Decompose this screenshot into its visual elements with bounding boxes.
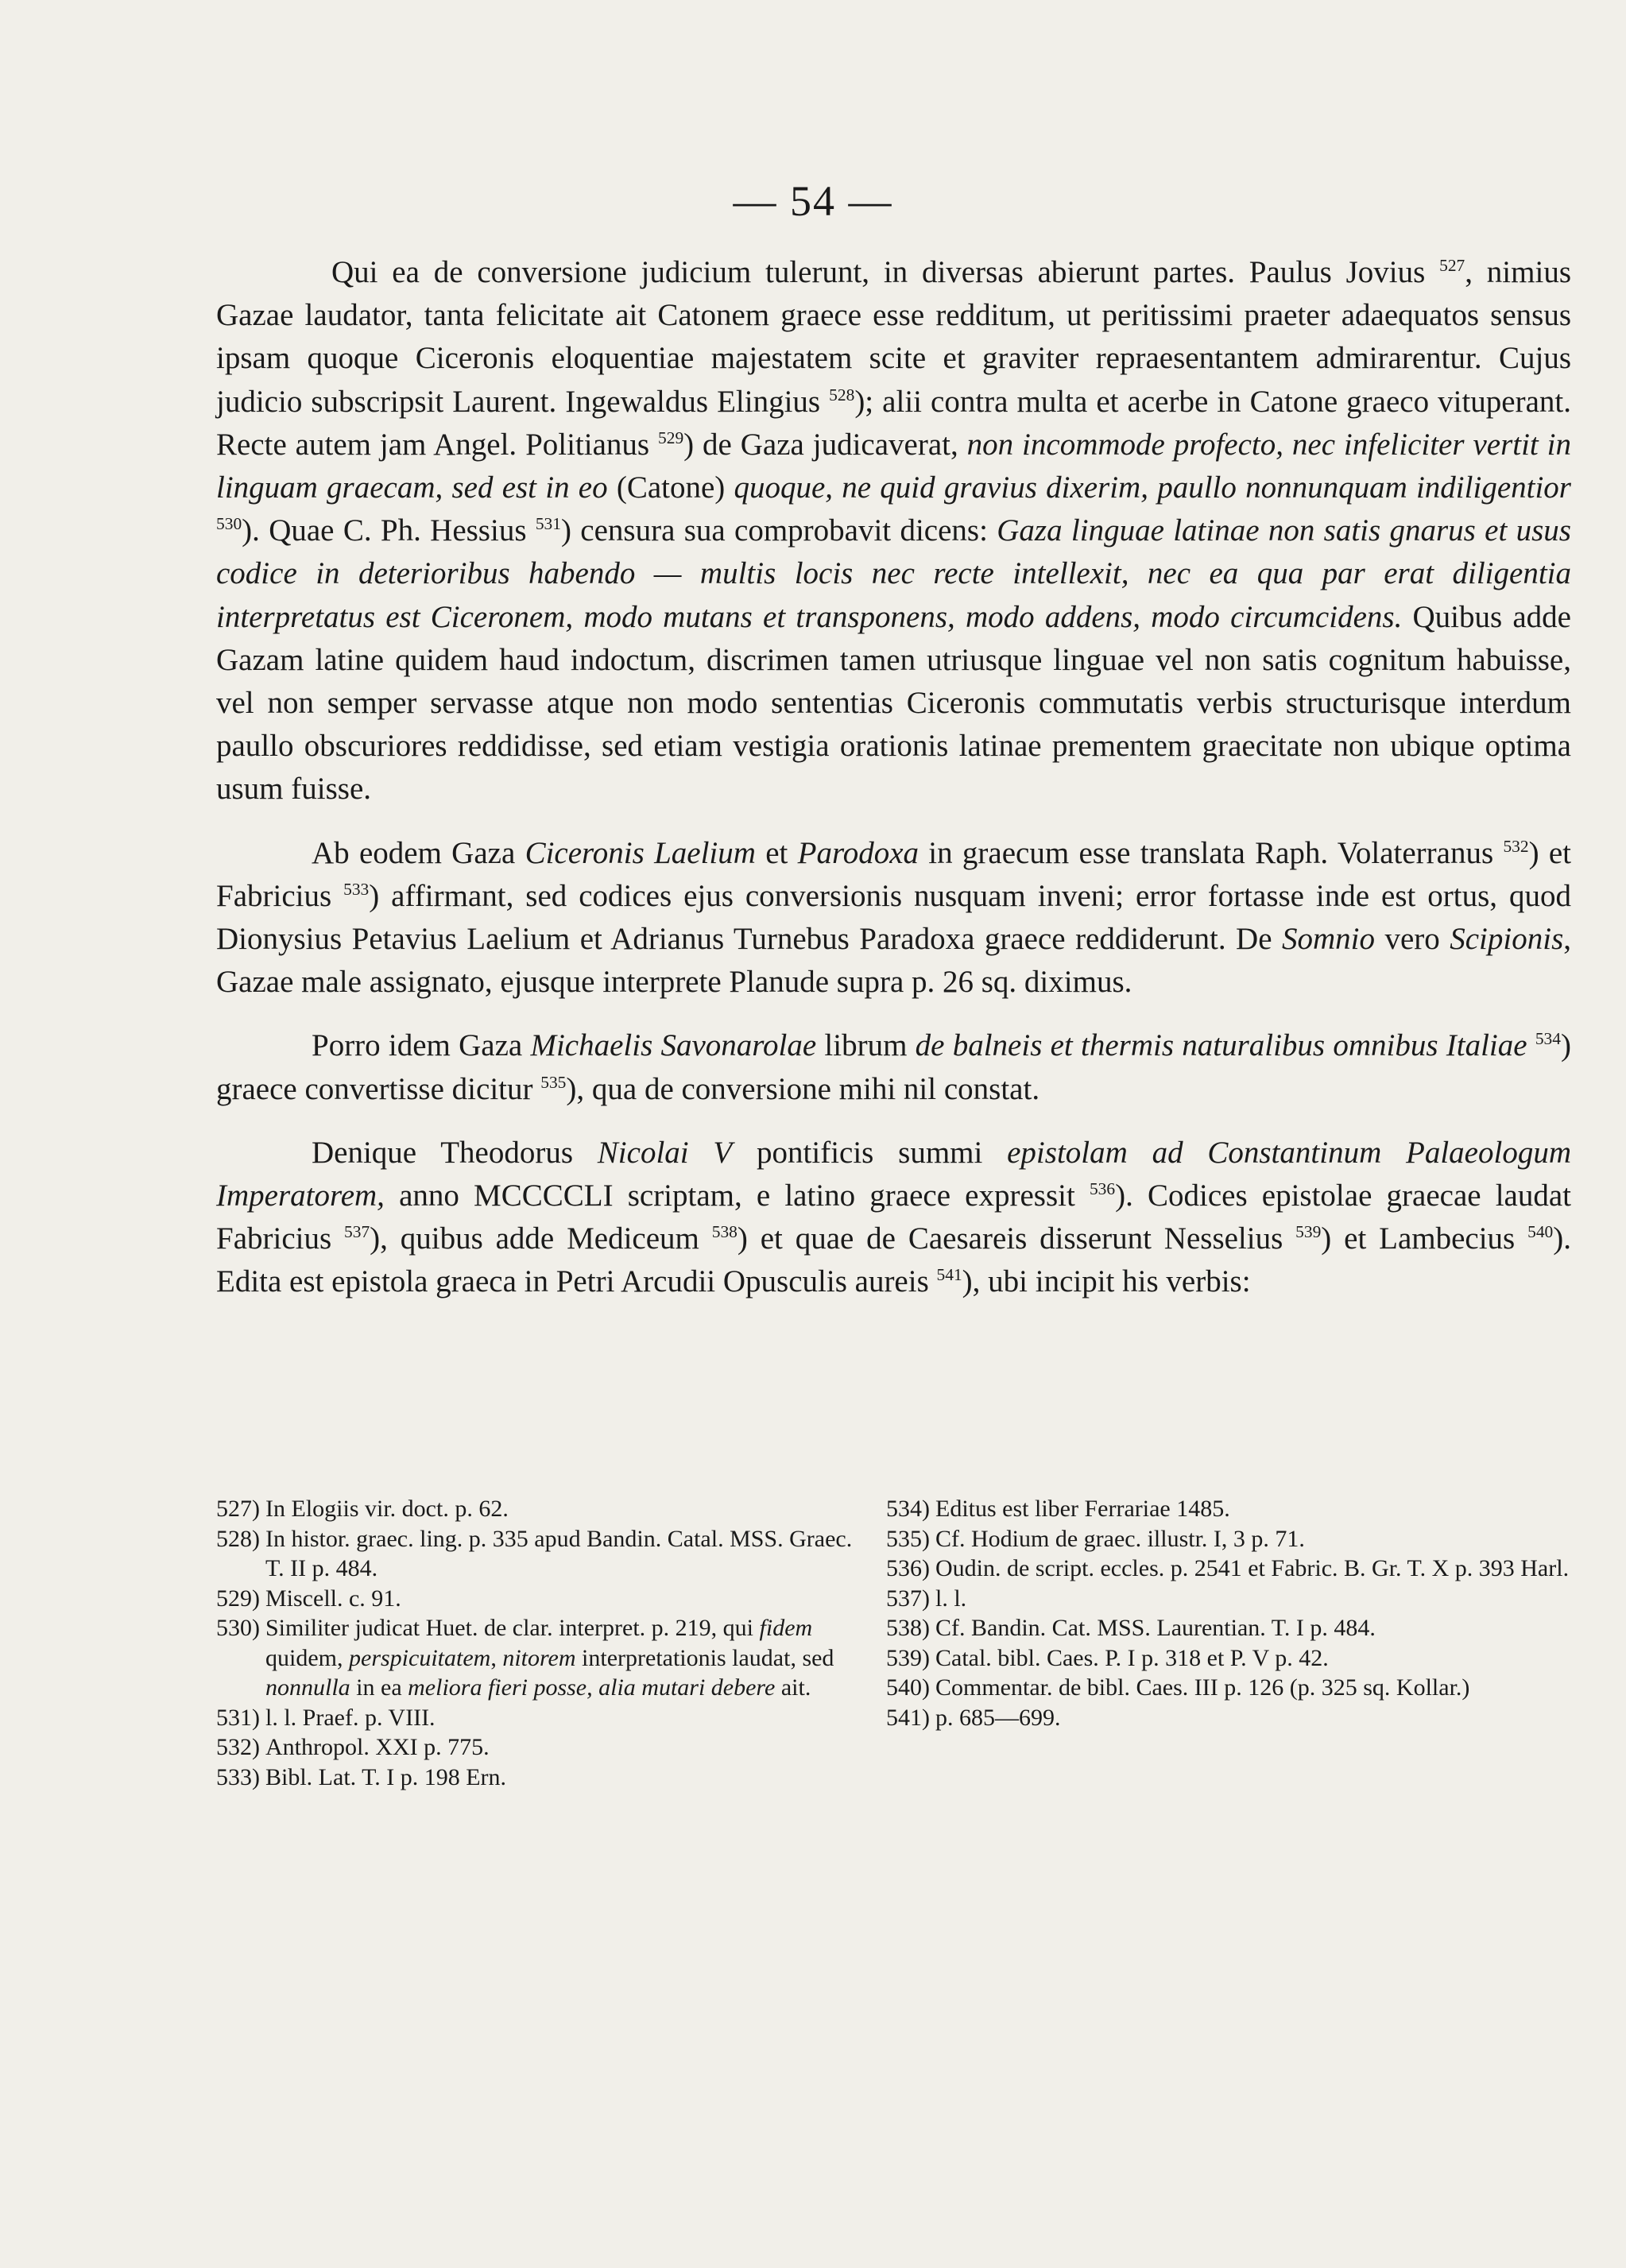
footnote-ref: 541 [936, 1265, 962, 1285]
footnote-number: 537) [886, 1585, 930, 1612]
paragraph: Porro idem Gaza Michaelis Savonarolae librum de balneis et thermis naturalibus omnibus Italiae $^{534}$) graece convertisse dicitur $^{535}$), qua de conversione mihi nil constat. [216, 1028, 1571, 1106]
italic-text: perspicuitatem [349, 1644, 491, 1671]
footnote-text: Anthropol. XXI p. 775. [265, 1734, 490, 1760]
italic-text: Nicolai V [597, 1135, 733, 1170]
italic-text: de balneis et thermis naturalibus omnibus Italiae [915, 1028, 1527, 1063]
italic-text: fidem [759, 1615, 813, 1641]
footnote-number: 530) [216, 1615, 260, 1641]
paragraph: Denique Theodorus Nicolai V pontificis summi epistolam ad Constantinum Palaeologum Imperatorem, anno MCCCCLI scriptam, e latino graece expressit $^{536}$). Codices epistolae graecae laudat Fabricius $^{537}$), quibus adde Mediceum $^{538}$) et quae de Caesareis disserunt Nesselius $^{539}$) et Lambecius $^{540}$). Edita est epistola graeca in Petri Arcudii Opusculis aureis $^{541}$), ubi incipit his verbis: [216, 1135, 1571, 1299]
footnote [886, 1703, 1571, 1733]
footnote-ref: 538 [711, 1222, 738, 1242]
footnote [216, 1732, 872, 1763]
footnote-ref: 529 [658, 428, 684, 447]
footnote-text: Miscell. c. 91. [265, 1585, 401, 1612]
footnote-ref: 532 [1503, 836, 1529, 856]
footnote-ref: 535 [540, 1072, 567, 1092]
footnotes-left-column [216, 1494, 872, 1792]
footnote-text: l. l. Praef. p. VIII. [265, 1704, 436, 1731]
footnote-ref: 536 [1089, 1179, 1116, 1199]
footnote [216, 1613, 872, 1703]
italic-text: Parodoxa [797, 835, 919, 870]
footnote-ref: 530 [216, 514, 242, 534]
italic-text: quoque, ne quid gravius dixerim, paullo nonnunquam indiligentior [734, 470, 1571, 505]
footnote-ref: 527 [1439, 256, 1465, 275]
footnote [216, 1524, 872, 1584]
footnote-number: 540) [886, 1674, 930, 1701]
italic-text: nonnulla [265, 1674, 350, 1701]
paragraph: Qui ea de conversione judicium tulerunt, in diversas abierunt partes. Paulus Jovius $^{527}$, nimius Gazae laudator, tanta felicitate ait Catonem graece esse redditum, ut peritissimi praeter adaequatos sensus ipsam quoque Ciceronis eloquentiae majestatem scite et graviter repraesentantem admirarentur. Cujus judicio subscripsit Laurent. Ingewaldus Elingius $^{528}$); alii contra multa et acerbe in Catone graeco vituperant. Recte autem jam Angel. Politianus $^{529}$) de Gaza judicaverat, non incommode profecto, nec infeliciter vertit in linguam graecam, sed est in eo (Catone) quoque, ne quid gravius dixerim, paullo nonnunquam indiligentior $^{530}$). Quae C. Ph. Hessius $^{531}$) censura sua comprobavit dicens: Gaza linguae latinae non satis gnarus et usus codice in deterioribus habendo — multis locis nec recte intellexit, nec ea qua par erat diligentia interpretatus est Ciceronem, modo mutans et transponens, modo addens, modo circumcidens. Quibus adde Gazam latine quidem haud indoctum, discrimen tamen utriusque linguae vel non satis cognitum habuisse, vel non semper servasse atque non modo sententias Ciceronis commutatis verbis structurisque interdum paullo obscuriores reddidisse, sed etiam vestigia orationis latinae prementem graecitate non ubique optima usum fuisse. [216, 255, 1572, 807]
footnote-ref: 537 [344, 1222, 370, 1242]
footnote-text: Commentar. de bibl. Caes. III p. 126 (p. 325 sq. Kollar.) [935, 1674, 1470, 1701]
italic-text: Michaelis Savonarolae [530, 1028, 817, 1063]
footnote [886, 1613, 1571, 1643]
footnote-text: Catal. bibl. Caes. P. I p. 318 et P. V p. 42. [935, 1644, 1329, 1671]
italic-text: epistolam ad Constantinum Palaeologum Imperatorem, [216, 1135, 1571, 1213]
footnote-ref: 534 [1535, 1029, 1561, 1049]
footnote-text: p. 685—699. [935, 1704, 1061, 1731]
italic-text: non incommode profecto, nec infeliciter vertit in linguam graecam, sed est in eo [216, 427, 1571, 505]
footnote-text: Oudin. de script. eccles. p. 2541 et Fabric. B. Gr. T. X p. 393 Harl. [935, 1555, 1570, 1581]
footnote [886, 1643, 1571, 1674]
footnote-ref: 533 [343, 879, 370, 899]
footnote [216, 1584, 872, 1614]
footnote-number: 527) [216, 1496, 260, 1522]
italic-text: Somnio [1282, 922, 1375, 957]
footnote [886, 1524, 1571, 1554]
footnote [216, 1763, 872, 1793]
footnote [216, 1494, 872, 1524]
footnote [886, 1494, 1571, 1524]
footnote-number: 539) [886, 1644, 930, 1671]
footnote-text: Cf. Bandin. Cat. MSS. Laurentian. T. I p. 484. [935, 1615, 1376, 1641]
footnote-number: 535) [886, 1525, 930, 1552]
footnote-text: Similiter judicat Huet. de clar. interpret. p. 219, qui fidem quidem, perspicuitatem, nitorem interpretationis laudat, sed nonnulla in ea meliora fieri posse, alia mutari debere ait. [265, 1615, 834, 1701]
paragraph: Ab eodem Gaza Ciceronis Laelium et Parodoxa in graecum esse translata Raph. Volaterranus $^{532}$) et Fabricius $^{533}$) affirmant, sed codices ejus conversionis nusquam inveni; error fortasse inde est ortus, quod Dionysius Petavius Laelium et Adrianus Turnebus Paradoxa graece reddiderunt. De Somnio vero Scipionis, Gazae male assignato, ejusque interprete Planude supra p. 26 sq. diximus. [216, 835, 1572, 1000]
footnote [886, 1584, 1571, 1614]
footnote-ref: 528 [829, 385, 855, 404]
footnote-ref: 531 [535, 514, 561, 534]
footnote-number: 532) [216, 1734, 260, 1760]
footnote-ref: 540 [1527, 1222, 1554, 1242]
italic-text: nitorem [502, 1644, 576, 1671]
footnote-number: 528) [216, 1525, 260, 1552]
footnote-text: l. l. [935, 1585, 967, 1612]
footnotes-right-column [886, 1494, 1571, 1732]
footnote-number: 531) [216, 1704, 260, 1731]
page-number: — 54 — [733, 177, 893, 225]
footnote [886, 1673, 1571, 1703]
italic-text: Ciceronis Laelium [525, 835, 756, 870]
footnote-ref: 539 [1295, 1222, 1322, 1242]
footnote-number: 534) [886, 1496, 930, 1522]
footnote-number: 541) [886, 1704, 930, 1731]
footnote-number: 529) [216, 1585, 260, 1612]
footnote-number: 533) [216, 1763, 260, 1790]
footnote-text: In Elogiis vir. doct. p. 62. [265, 1496, 509, 1522]
footnote-text: Cf. Hodium de graec. illustr. I, 3 p. 71. [935, 1525, 1305, 1552]
italic-text: meliora fieri posse, alia mutari debere [408, 1674, 776, 1701]
footnote-text: Bibl. Lat. T. I p. 198 Ern. [265, 1763, 507, 1790]
main-text [216, 251, 1571, 1325]
footnote-number: 536) [886, 1555, 930, 1581]
footnote-number: 538) [886, 1615, 930, 1641]
footnote-text: In histor. graec. ling. p. 335 apud Bandin. Catal. MSS. Graec. T. II p. 484. [265, 1525, 853, 1581]
footnote [886, 1554, 1571, 1584]
italic-text: Gaza linguae latinae non satis gnarus et usus codice in deterioribus habendo — multis locis nec recte intellexit, nec ea qua par erat diligentia interpretatus est Ciceronem, modo mutans et transponens, modo addens, modo circumcidens. [216, 513, 1571, 634]
italic-text: Scipionis [1450, 922, 1564, 957]
footnote-text: Editus est liber Ferrariae 1485. [935, 1496, 1230, 1522]
footnote [216, 1703, 872, 1733]
